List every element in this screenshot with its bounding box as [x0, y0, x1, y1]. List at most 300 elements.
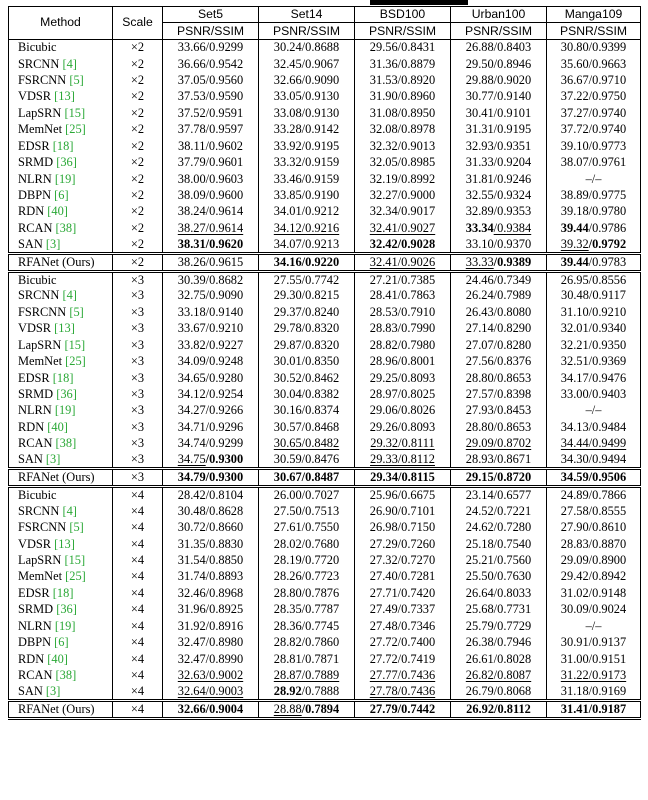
metric-value-cell: 28.80/0.8653 — [451, 370, 547, 386]
metric-value-cell: 29.09/0.8702 — [451, 436, 547, 452]
metric-value-cell: 32.75/0.9090 — [163, 288, 259, 304]
table-row — [9, 220, 641, 236]
metric-value-cell: 26.24/0.7989 — [451, 288, 547, 304]
scale-cell: ×3 — [113, 370, 163, 386]
metric-value-cell: 30.72/0.8660 — [163, 519, 259, 535]
metric-value-cell: 30.91/0.9137 — [547, 635, 641, 651]
metric-value-cell: 31.53/0.8920 — [355, 72, 451, 88]
metric-value-cell: 32.46/0.8968 — [163, 585, 259, 601]
scale-cell: ×3 — [113, 386, 163, 402]
metric-value-cell: 39.44/0.9783 — [547, 253, 641, 271]
citation-link[interactable]: [18] — [52, 585, 74, 600]
table-row — [9, 536, 641, 552]
ours-row — [9, 700, 641, 718]
method-cell: MemNet [25] — [9, 122, 113, 138]
metric-value-cell: 38.11/0.9602 — [163, 138, 259, 154]
method-cell: Bicubic — [9, 487, 113, 504]
method-cell: RCAN [38] — [9, 436, 113, 452]
citation-link[interactable]: [3] — [45, 683, 61, 698]
dataset-header: Set14 — [259, 7, 355, 23]
metric-value-cell: 30.80/0.9399 — [547, 39, 641, 55]
scale-cell: ×4 — [113, 684, 163, 701]
method-cell: NLRN [19] — [9, 171, 113, 187]
metric-value-cell: 34.01/0.9212 — [259, 204, 355, 220]
metric-value-cell: 26.90/0.7101 — [355, 503, 451, 519]
table-row — [9, 288, 641, 304]
metric-value-cell: 37.79/0.9601 — [163, 154, 259, 170]
citation-link[interactable]: [4] — [62, 503, 77, 518]
scale-cell: ×3 — [113, 337, 163, 353]
metric-value-cell: 32.05/0.8985 — [355, 154, 451, 170]
metric-value-cell: 30.65/0.8482 — [259, 436, 355, 452]
metric-value-cell: 32.45/0.9067 — [259, 56, 355, 72]
metric-header: PSNR/SSIM — [451, 23, 547, 39]
method-cell: Bicubic — [9, 271, 113, 288]
metric-value-cell: 28.97/0.8025 — [355, 386, 451, 402]
table-row — [9, 519, 641, 535]
metric-header: PSNR/SSIM — [547, 23, 641, 39]
metric-value-cell: 32.63/0.9002 — [163, 667, 259, 683]
metric-value-cell: 30.67/0.8487 — [259, 469, 355, 487]
metric-value-cell: 26.38/0.7946 — [451, 635, 547, 651]
metric-value-cell: 27.72/0.7400 — [355, 635, 451, 651]
table-row — [9, 353, 641, 369]
metric-value-cell: 31.92/0.8916 — [163, 618, 259, 634]
scale-cell: ×2 — [113, 187, 163, 203]
method-cell: SAN [3] — [9, 452, 113, 469]
scale-cell: ×2 — [113, 204, 163, 220]
method-cell: RDN [40] — [9, 204, 113, 220]
metric-value-cell: 35.60/0.9663 — [547, 56, 641, 72]
metric-value-cell: 27.50/0.7513 — [259, 503, 355, 519]
metric-value-cell: 29.09/0.8900 — [547, 552, 641, 568]
metric-value-cell: 31.33/0.9204 — [451, 154, 547, 170]
metric-value-cell: 26.61/0.8028 — [451, 651, 547, 667]
scale-cell: ×3 — [113, 304, 163, 320]
metric-value-cell: 31.10/0.9210 — [547, 304, 641, 320]
metric-value-cell: 33.67/0.9210 — [163, 321, 259, 337]
metric-value-cell: 27.14/0.8290 — [451, 321, 547, 337]
citation-link[interactable]: [36] — [56, 602, 77, 617]
table-row — [9, 386, 641, 402]
citation-link[interactable]: [13] — [54, 321, 75, 336]
scale-cell: ×4 — [113, 585, 163, 601]
table-row — [9, 684, 641, 701]
table-row — [9, 667, 641, 683]
citation-link[interactable]: [19] — [54, 403, 76, 418]
citation-link[interactable]: [36] — [56, 386, 77, 401]
metric-value-cell: 37.05/0.9560 — [163, 72, 259, 88]
metric-value-cell: 27.78/0.7436 — [355, 684, 451, 701]
method-cell: SRMD [36] — [9, 602, 113, 618]
metric-value-cell: 30.77/0.9140 — [451, 89, 547, 105]
results-table — [8, 6, 641, 720]
metric-value-cell: 32.41/0.9027 — [355, 220, 451, 236]
metric-value-cell: –/– — [547, 403, 641, 419]
metric-value-cell: 34.12/0.9254 — [163, 386, 259, 402]
citation-link[interactable]: [19] — [54, 618, 76, 633]
metric-value-cell: 32.66/0.9090 — [259, 72, 355, 88]
metric-value-cell: 37.72/0.9740 — [547, 122, 641, 138]
metric-value-cell: 26.82/0.8087 — [451, 667, 547, 683]
metric-value-cell: 28.02/0.7680 — [259, 536, 355, 552]
metric-value-cell: 33.18/0.9140 — [163, 304, 259, 320]
metric-value-cell: 28.92/0.7888 — [259, 684, 355, 701]
metric-value-cell: 26.92/0.8112 — [451, 700, 547, 718]
metric-value-cell: 25.18/0.7540 — [451, 536, 547, 552]
method-cell: DBPN [6] — [9, 187, 113, 203]
metric-value-cell: 28.26/0.7723 — [259, 569, 355, 585]
scale-cell: ×3 — [113, 321, 163, 337]
metric-value-cell: 38.00/0.9603 — [163, 171, 259, 187]
citation-link[interactable]: [15] — [64, 105, 86, 120]
metric-value-cell: 33.10/0.9370 — [451, 237, 547, 254]
method-cell: VDSR [13] — [9, 321, 113, 337]
metric-value-cell: 37.22/0.9750 — [547, 89, 641, 105]
metric-value-cell: 38.89/0.9775 — [547, 187, 641, 203]
metric-value-cell: 31.74/0.8893 — [163, 569, 259, 585]
citation-link[interactable]: [38] — [55, 436, 77, 451]
metric-value-cell: 32.27/0.9000 — [355, 187, 451, 203]
metric-value-cell: 26.79/0.8068 — [451, 684, 547, 701]
scale-cell: ×3 — [113, 469, 163, 487]
table-row — [9, 89, 641, 105]
citation-link[interactable]: [13] — [54, 89, 75, 104]
method-cell: VDSR [13] — [9, 536, 113, 552]
metric-value-cell: 34.59/0.9506 — [547, 469, 641, 487]
metric-value-cell: 29.15/0.8720 — [451, 469, 547, 487]
metric-value-cell: 38.31/0.9620 — [163, 237, 259, 254]
metric-value-cell: 34.12/0.9216 — [259, 220, 355, 236]
metric-value-cell: 29.37/0.8240 — [259, 304, 355, 320]
metric-value-cell: 33.34/0.9384 — [451, 220, 547, 236]
scale-cell: ×2 — [113, 138, 163, 154]
method-cell: FSRCNN [5] — [9, 304, 113, 320]
method-cell: SRCNN [4] — [9, 288, 113, 304]
metric-value-cell: 29.88/0.9020 — [451, 72, 547, 88]
metric-value-cell: 27.55/0.7742 — [259, 271, 355, 288]
table-header — [9, 7, 641, 40]
scale-cell: ×4 — [113, 519, 163, 535]
metric-value-cell: 33.92/0.9195 — [259, 138, 355, 154]
metric-value-cell: 27.77/0.7436 — [355, 667, 451, 683]
metric-value-cell: 27.93/0.8453 — [451, 403, 547, 419]
metric-value-cell: 32.01/0.9340 — [547, 321, 641, 337]
table-row — [9, 321, 641, 337]
metric-value-cell: 26.64/0.8033 — [451, 585, 547, 601]
metric-value-cell: 28.35/0.7787 — [259, 602, 355, 618]
metric-value-cell: 28.42/0.8104 — [163, 487, 259, 504]
metric-value-cell: 30.16/0.8374 — [259, 403, 355, 419]
citation-link[interactable]: [25] — [65, 354, 86, 369]
method-cell: SRCNN [4] — [9, 503, 113, 519]
scale-cell: ×4 — [113, 667, 163, 683]
metric-value-cell: 29.34/0.8115 — [355, 469, 451, 487]
citation-link[interactable]: [25] — [65, 569, 86, 584]
scale-cell: ×3 — [113, 353, 163, 369]
citation-link[interactable]: [4] — [62, 56, 77, 71]
metric-value-cell: 34.30/0.9494 — [547, 452, 641, 469]
method-cell: SRCNN [4] — [9, 56, 113, 72]
citation-link[interactable]: [40] — [47, 419, 68, 434]
scale-cell: ×3 — [113, 452, 163, 469]
metric-value-cell: 29.56/0.8431 — [355, 39, 451, 55]
citation-link[interactable]: [6] — [54, 635, 69, 650]
metric-value-cell: 34.75/0.9300 — [163, 452, 259, 469]
metric-value-cell: –/– — [547, 171, 641, 187]
method-cell: NLRN [19] — [9, 403, 113, 419]
citation-link[interactable]: [6] — [54, 188, 69, 203]
scale-cell: ×4 — [113, 569, 163, 585]
citation-link[interactable]: [19] — [54, 171, 76, 186]
table-row — [9, 105, 641, 121]
scale-cell: ×2 — [113, 171, 163, 187]
table-row — [9, 370, 641, 386]
metric-value-cell: 30.48/0.9117 — [547, 288, 641, 304]
metric-value-cell: 29.33/0.8112 — [355, 452, 451, 469]
metric-value-cell: 30.57/0.8468 — [259, 419, 355, 435]
method-cell: SAN [3] — [9, 684, 113, 701]
metric-value-cell: 38.24/0.9614 — [163, 204, 259, 220]
metric-value-cell: 30.39/0.8682 — [163, 271, 259, 288]
metric-value-cell: 28.82/0.7860 — [259, 635, 355, 651]
metric-value-cell: 37.27/0.9740 — [547, 105, 641, 121]
metric-value-cell: 30.59/0.8476 — [259, 452, 355, 469]
method-cell: LapSRN [15] — [9, 337, 113, 353]
table-row — [9, 552, 641, 568]
metric-value-cell: 29.78/0.8320 — [259, 321, 355, 337]
method-cell: LapSRN [15] — [9, 552, 113, 568]
citation-link[interactable]: [15] — [64, 337, 86, 352]
scale-cell: ×4 — [113, 536, 163, 552]
metric-value-cell: 32.89/0.9353 — [451, 204, 547, 220]
citation-link[interactable]: [3] — [45, 236, 61, 251]
method-cell: RFANet (Ours) — [9, 469, 113, 487]
citation-link[interactable]: [13] — [54, 536, 75, 551]
method-cell: FSRCNN [5] — [9, 72, 113, 88]
metric-value-cell: 31.22/0.9173 — [547, 667, 641, 683]
citation-link[interactable]: [40] — [47, 651, 68, 666]
metric-value-cell: 24.52/0.7221 — [451, 503, 547, 519]
table-row — [9, 503, 641, 519]
scale-group — [9, 39, 641, 271]
metric-value-cell: 38.07/0.9761 — [547, 154, 641, 170]
metric-value-cell: 34.65/0.9280 — [163, 370, 259, 386]
metric-value-cell: 25.79/0.7729 — [451, 618, 547, 634]
metric-value-cell: 29.87/0.8320 — [259, 337, 355, 353]
metric-value-cell: 28.81/0.7871 — [259, 651, 355, 667]
table-row — [9, 304, 641, 320]
metric-value-cell: 30.52/0.8462 — [259, 370, 355, 386]
citation-link[interactable]: [5] — [69, 520, 84, 535]
cropped-top-rule — [370, 0, 468, 5]
table-row — [9, 635, 641, 651]
metric-value-cell: 24.89/0.7866 — [547, 487, 641, 504]
metric-value-cell: 36.67/0.9710 — [547, 72, 641, 88]
scale-cell: ×4 — [113, 700, 163, 718]
metric-value-cell: 28.19/0.7720 — [259, 552, 355, 568]
metric-value-cell: 36.66/0.9542 — [163, 56, 259, 72]
method-cell: RDN [40] — [9, 651, 113, 667]
metric-value-cell: 25.68/0.7731 — [451, 602, 547, 618]
metric-value-cell: 31.35/0.8830 — [163, 536, 259, 552]
table-row — [9, 403, 641, 419]
method-cell: EDSR [18] — [9, 138, 113, 154]
metric-value-cell: 32.47/0.8980 — [163, 635, 259, 651]
table-row — [9, 618, 641, 634]
scale-cell: ×2 — [113, 89, 163, 105]
metric-value-cell: 27.07/0.8280 — [451, 337, 547, 353]
table-row — [9, 204, 641, 220]
metric-value-cell: 32.08/0.8978 — [355, 122, 451, 138]
metric-value-cell: 30.04/0.8382 — [259, 386, 355, 402]
table-row — [9, 237, 641, 254]
metric-value-cell: 27.32/0.7270 — [355, 552, 451, 568]
metric-value-cell: 30.01/0.8350 — [259, 353, 355, 369]
citation-link[interactable]: [18] — [52, 370, 74, 385]
citation-link[interactable]: [15] — [64, 553, 86, 568]
metric-value-cell: 28.96/0.8001 — [355, 353, 451, 369]
method-cell: RDN [40] — [9, 419, 113, 435]
metric-value-cell: 28.53/0.7910 — [355, 304, 451, 320]
metric-value-cell: 28.83/0.8870 — [547, 536, 641, 552]
metric-value-cell: 38.26/0.9615 — [163, 253, 259, 271]
metric-value-cell: 31.90/0.8960 — [355, 89, 451, 105]
scale-cell: ×4 — [113, 552, 163, 568]
citation-link[interactable]: [38] — [55, 668, 77, 683]
method-cell: MemNet [25] — [9, 353, 113, 369]
metric-value-cell: 26.88/0.8403 — [451, 39, 547, 55]
scale-cell: ×3 — [113, 403, 163, 419]
metric-value-cell: 37.53/0.9590 — [163, 89, 259, 105]
metric-value-cell: 28.88/0.7894 — [259, 700, 355, 718]
metric-value-cell: 27.90/0.8610 — [547, 519, 641, 535]
metric-value-cell: 31.31/0.9195 — [451, 122, 547, 138]
metric-value-cell: 38.09/0.9600 — [163, 187, 259, 203]
table-row — [9, 187, 641, 203]
scale-cell: ×3 — [113, 271, 163, 288]
table-row — [9, 419, 641, 435]
metric-value-cell: 28.36/0.7745 — [259, 618, 355, 634]
scale-cell: ×2 — [113, 220, 163, 236]
metric-value-cell: 31.81/0.9246 — [451, 171, 547, 187]
metric-value-cell: 34.09/0.9248 — [163, 353, 259, 369]
metric-value-cell: 29.50/0.8946 — [451, 56, 547, 72]
metric-value-cell: 31.36/0.8879 — [355, 56, 451, 72]
metric-value-cell: 31.41/0.9187 — [547, 700, 641, 718]
citation-link[interactable]: [5] — [69, 72, 84, 87]
metric-value-cell: 27.49/0.7337 — [355, 602, 451, 618]
citation-link[interactable]: [18] — [52, 138, 74, 153]
metric-value-cell: 32.42/0.9028 — [355, 237, 451, 254]
scale-cell: ×2 — [113, 39, 163, 55]
metric-value-cell: 34.07/0.9213 — [259, 237, 355, 254]
metric-value-cell: 39.10/0.9773 — [547, 138, 641, 154]
metric-value-cell: 33.32/0.9159 — [259, 154, 355, 170]
metric-value-cell: 33.46/0.9159 — [259, 171, 355, 187]
metric-value-cell: 24.46/0.7349 — [451, 271, 547, 288]
metric-value-cell: 39.44/0.9786 — [547, 220, 641, 236]
scale-cell: ×2 — [113, 237, 163, 254]
table-row — [9, 154, 641, 170]
method-cell: VDSR [13] — [9, 89, 113, 105]
citation-link[interactable]: [36] — [56, 155, 77, 170]
metric-value-cell: 32.47/0.8990 — [163, 651, 259, 667]
method-cell: DBPN [6] — [9, 635, 113, 651]
metric-value-cell: 33.82/0.9227 — [163, 337, 259, 353]
scale-cell: ×4 — [113, 503, 163, 519]
metric-value-cell: 31.00/0.9151 — [547, 651, 641, 667]
metric-value-cell: 24.62/0.7280 — [451, 519, 547, 535]
citation-link[interactable]: [4] — [62, 288, 77, 303]
metric-value-cell: 26.95/0.8556 — [547, 271, 641, 288]
citation-link[interactable]: [25] — [65, 122, 86, 137]
scale-cell: ×4 — [113, 651, 163, 667]
ours-row — [9, 253, 641, 271]
metric-value-cell: 33.66/0.9299 — [163, 39, 259, 55]
table-row — [9, 337, 641, 353]
metric-value-cell: 29.32/0.8111 — [355, 436, 451, 452]
ours-row — [9, 469, 641, 487]
metric-value-cell: 27.79/0.7442 — [355, 700, 451, 718]
metric-value-cell: 32.21/0.9350 — [547, 337, 641, 353]
scale-cell: ×3 — [113, 436, 163, 452]
citation-link[interactable]: [5] — [69, 304, 84, 319]
metric-value-cell: 32.19/0.8992 — [355, 171, 451, 187]
scale-cell: ×2 — [113, 105, 163, 121]
method-cell: LapSRN [15] — [9, 105, 113, 121]
metric-value-cell: 28.82/0.7980 — [355, 337, 451, 353]
table-row — [9, 122, 641, 138]
metric-value-cell: 28.93/0.8671 — [451, 452, 547, 469]
metric-value-cell: 28.41/0.7863 — [355, 288, 451, 304]
metric-value-cell: 39.32/0.9792 — [547, 237, 641, 254]
metric-value-cell: –/– — [547, 618, 641, 634]
metric-value-cell: 34.79/0.9300 — [163, 469, 259, 487]
metric-value-cell: 27.72/0.7419 — [355, 651, 451, 667]
metric-value-cell: 33.08/0.9130 — [259, 105, 355, 121]
metric-value-cell: 28.80/0.7876 — [259, 585, 355, 601]
metric-value-cell: 26.43/0.8080 — [451, 304, 547, 320]
method-cell: SRMD [36] — [9, 154, 113, 170]
method-cell: RCAN [38] — [9, 667, 113, 683]
metric-value-cell: 25.50/0.7630 — [451, 569, 547, 585]
metric-value-cell: 37.78/0.9597 — [163, 122, 259, 138]
metric-value-cell: 29.25/0.8093 — [355, 370, 451, 386]
method-cell: EDSR [18] — [9, 370, 113, 386]
metric-value-cell: 28.80/0.8653 — [451, 419, 547, 435]
metric-value-cell: 38.27/0.9614 — [163, 220, 259, 236]
citation-link[interactable]: [40] — [47, 204, 68, 219]
metric-value-cell: 34.71/0.9296 — [163, 419, 259, 435]
metric-value-cell: 29.30/0.8215 — [259, 288, 355, 304]
metric-value-cell: 28.87/0.7889 — [259, 667, 355, 683]
citation-link[interactable]: [3] — [45, 452, 61, 466]
metric-value-cell: 31.54/0.8850 — [163, 552, 259, 568]
metric-value-cell: 32.32/0.9013 — [355, 138, 451, 154]
dataset-header: Manga109 — [547, 7, 641, 23]
method-cell: EDSR [18] — [9, 585, 113, 601]
metric-value-cell: 29.26/0.8093 — [355, 419, 451, 435]
method-cell: Bicubic — [9, 39, 113, 55]
citation-link[interactable]: [38] — [55, 220, 77, 235]
metric-value-cell: 32.51/0.9369 — [547, 353, 641, 369]
method-cell: FSRCNN [5] — [9, 519, 113, 535]
metric-value-cell: 27.61/0.7550 — [259, 519, 355, 535]
metric-value-cell: 30.48/0.8628 — [163, 503, 259, 519]
scale-cell: ×2 — [113, 154, 163, 170]
metric-value-cell: 31.18/0.9169 — [547, 684, 641, 701]
